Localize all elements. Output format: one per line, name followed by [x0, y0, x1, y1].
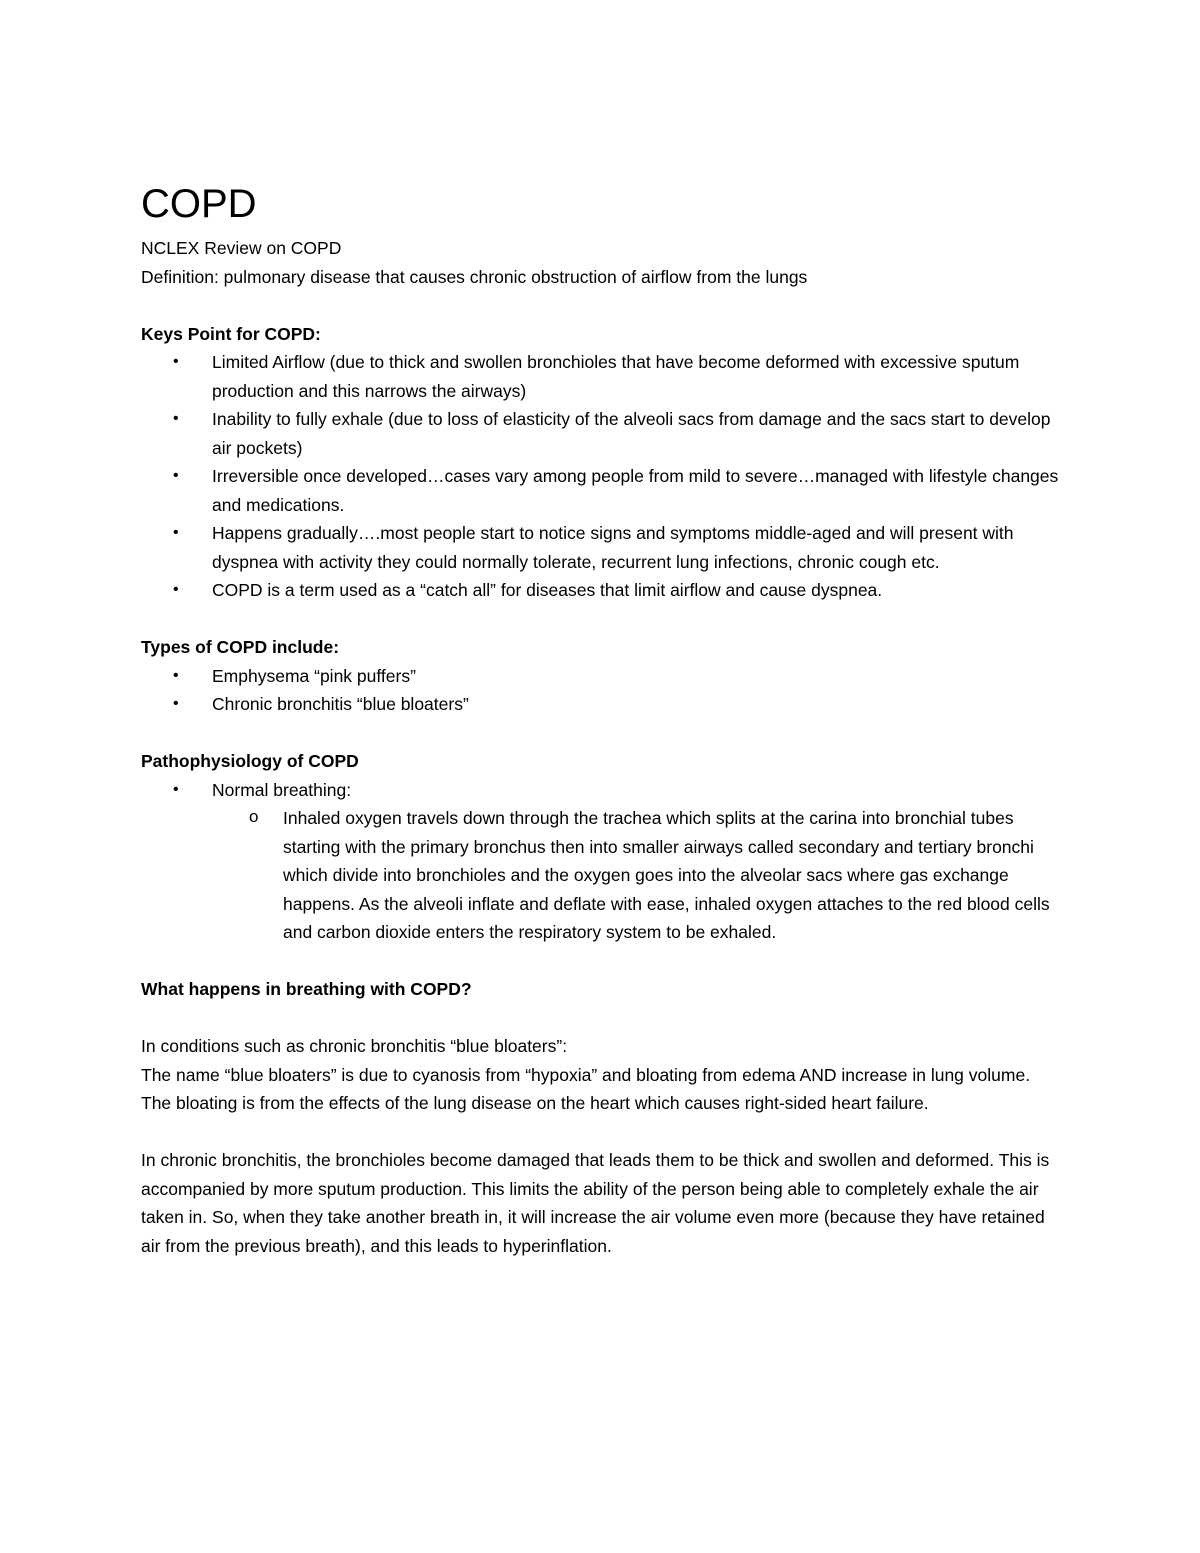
spacer — [141, 1004, 1061, 1033]
types-heading: Types of COPD include: — [141, 637, 340, 657]
list-item-text: Irreversible once developed…cases vary among people from mild to severe…managed with lifestyle changes and medications. — [212, 466, 1059, 515]
spacer — [141, 605, 1061, 634]
list-item — [141, 662, 1061, 691]
pathophysiology-list — [141, 776, 1061, 805]
sub-bullet-icon: o — [249, 807, 259, 826]
spacer — [141, 947, 1061, 976]
list-item-text: Limited Airflow (due to thick and swollen bronchioles that have become deformed with excessive sputum production and this narrows the airways) — [212, 352, 1020, 401]
breathing-intro: In conditions such as chronic bronchitis “blue bloaters”: — [141, 1036, 568, 1056]
key-points-heading: Keys Point for COPD: — [141, 323, 321, 344]
bullet-icon: • — [173, 353, 179, 370]
key-points-list — [141, 348, 1061, 605]
sub-list-item — [141, 804, 1061, 947]
bullet-icon: • — [173, 581, 179, 598]
definition: Definition: pulmonary disease that causes chronic obstruction of airflow from the lungs — [141, 266, 808, 287]
list-item — [141, 776, 1061, 805]
list-item — [141, 348, 1061, 405]
list-item — [141, 519, 1061, 576]
bullet-icon: • — [173, 695, 179, 712]
document-body — [141, 178, 1061, 1260]
paragraph: In chronic bronchitis, the bronchioles become damaged that leads them to be thick and swollen and deformed. This is accompanied by more sputum production. This limits the ability of the person being able to completely exhale the air taken in. So, when they take another breath in, it will increase the air volume even more (because they have retained air from the previous breath), and this leads to hyperinflation. — [141, 1150, 1050, 1256]
types-list — [141, 662, 1061, 719]
list-item — [141, 405, 1061, 462]
spacer — [141, 719, 1061, 748]
paragraph: The name “blue bloaters” is due to cyanosis from “hypoxia” and bloating from edema AND increase in lung volume. The bloating is from the effects of the lung disease on the heart which causes right-sided heart failure. — [141, 1064, 1031, 1113]
bullet-icon: • — [173, 467, 179, 484]
bullet-icon: • — [173, 524, 179, 541]
bullet-icon: • — [173, 780, 179, 798]
document-title: COPD — [141, 182, 257, 226]
sub-list-item-text: Inhaled oxygen travels down through the trachea which splits at the carina into bronchial tubes starting with the primary bronchus then into smaller airways called secondary and tertiary bronchi which divide into bronchioles and the oxygen goes into the alveolar sacs where gas exchange happens. As the alveoli inflate and deflate with ease, inhaled oxygen attaches to the red blood cells and carbon dioxide enters the respiratory system to be exhaled. — [283, 808, 1050, 942]
list-item-text: Normal breathing: — [212, 779, 352, 800]
list-item — [141, 576, 1061, 605]
pathophysiology-heading: Pathophysiology of COPD — [141, 751, 359, 771]
list-item-text: Happens gradually….most people start to notice signs and symptoms middle-aged and will present with dyspnea with activity they could normally tolerate, recurrent lung infections, chronic cough etc. — [212, 523, 1014, 572]
pathophysiology-sublist — [141, 804, 1061, 947]
bullet-icon: • — [173, 410, 179, 427]
list-item — [141, 690, 1061, 719]
subtitle: NCLEX Review on COPD — [141, 238, 342, 258]
spacer — [141, 291, 1061, 320]
list-item-text: Chronic bronchitis “blue bloaters” — [212, 694, 469, 714]
bullet-icon: • — [173, 666, 179, 684]
breathing-copd-heading: What happens in breathing with COPD? — [141, 979, 472, 999]
list-item-text: Inability to fully exhale (due to loss of elasticity of the alveoli sacs from damage and the sacs start to develop air pockets) — [212, 409, 1051, 458]
spacer — [141, 1118, 1061, 1147]
list-item — [141, 462, 1061, 519]
list-item-text: Emphysema “pink puffers” — [212, 665, 416, 686]
list-item-text: COPD is a term used as a “catch all” for diseases that limit airflow and cause dyspnea. — [212, 580, 883, 600]
